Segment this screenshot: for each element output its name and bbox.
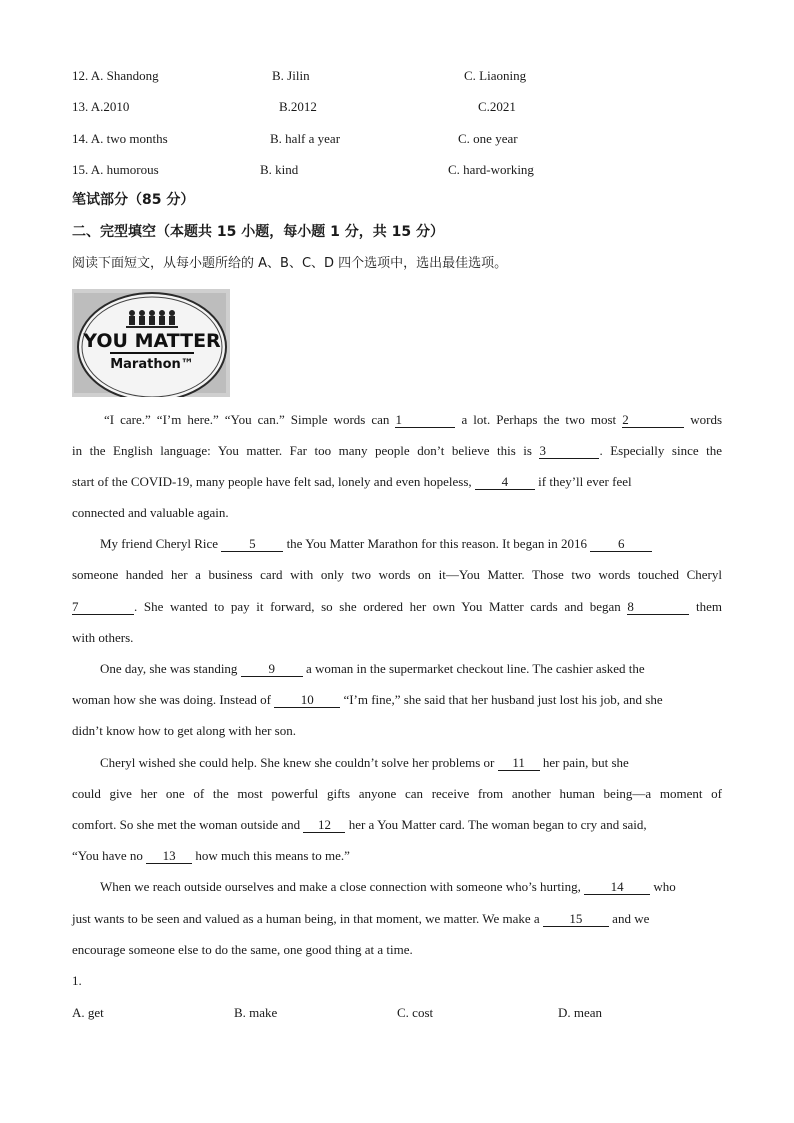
question-options xyxy=(72,1003,722,1023)
passage-line: 7 . She wanted to pay it forward, so she ordered her own You Matter cards and began 8 them xyxy=(72,599,723,614)
option-b: B. half a year xyxy=(270,131,341,146)
passage-line: My friend Cheryl Rice 5 the You Matter Marathon for this reason. It began in 2016 6 xyxy=(100,534,722,554)
passage-line: just wants to be seen and valued as a human being, in that moment, we matter. We make a 15 and we xyxy=(72,911,650,926)
written-section-heading: 笔试部分（85 分） xyxy=(72,192,195,208)
passage-line: Cheryl wished she could help. She knew she couldn’t solve her problems or 11 her pain, but she xyxy=(100,755,629,770)
blank-15[interactable]: 15 xyxy=(543,911,609,927)
option-c[interactable]: C. cost xyxy=(397,1005,434,1020)
you-matter-logo-image xyxy=(72,289,230,397)
blank-13[interactable]: 13 xyxy=(146,848,192,864)
blank-10[interactable]: 10 xyxy=(274,692,340,708)
passage-line: encourage someone else to do the same, one good thing at a time. xyxy=(72,942,413,957)
option-a: 13. A.2010 xyxy=(72,99,130,114)
passage-line: didn’t know how to get along with her son. xyxy=(72,723,296,738)
option-row-12 xyxy=(72,66,722,86)
passage-line: woman how she was doing. Instead of 10 “I’m fine,” she said that her husband just lost his job, and she xyxy=(72,692,663,707)
option-a: 14. A. two months xyxy=(72,131,168,146)
passage-line: One day, she was standing 9 a woman in the supermarket checkout line. The cashier asked the xyxy=(100,661,645,676)
option-a[interactable]: A. get xyxy=(72,1005,104,1020)
option-row-14 xyxy=(72,129,722,149)
passage-line: could give her one of the most powerful gifts anyone can receive from another human being—a moment of xyxy=(72,786,722,801)
passage-line: someone handed her a business card with only two words on it—You Matter. Those two words touched Cheryl xyxy=(72,567,722,582)
question-number: 1. xyxy=(72,973,82,988)
blank-1[interactable]: 1 xyxy=(395,412,455,428)
blank-14[interactable]: 14 xyxy=(584,879,650,895)
option-d[interactable]: D. mean xyxy=(558,1005,603,1020)
logo-graphic xyxy=(72,289,230,397)
option-b: B. Jilin xyxy=(272,68,310,83)
blank-5[interactable]: 5 xyxy=(221,536,283,552)
passage-line: connected and valuable again. xyxy=(72,505,229,520)
option-c: C.2021 xyxy=(478,99,516,114)
option-a: 15. A. humorous xyxy=(72,162,159,177)
option-c: C. Liaoning xyxy=(464,68,527,83)
cloze-section-heading: 二、完型填空（本题共 15 小题，每小题 1 分，共 15 分） xyxy=(72,224,444,240)
blank-7[interactable]: 7 xyxy=(72,599,134,615)
passage-line: “You have no 13 how much this means to me.” xyxy=(72,848,350,863)
passage-line: start of the COVID-19, many people have felt sad, lonely and even hopeless, 4 if they’ll ever feel xyxy=(72,474,632,489)
blank-11[interactable]: 11 xyxy=(498,755,540,771)
option-row-13 xyxy=(72,97,722,117)
passage-line: When we reach outside ourselves and make a close connection with someone who’s hurting, 14 who xyxy=(100,879,676,894)
option-c: C. one year xyxy=(458,131,518,146)
svg-text:Marathon™: Marathon™ xyxy=(110,357,194,372)
passage-line: with others. xyxy=(72,630,134,645)
blank-9[interactable]: 9 xyxy=(241,661,303,677)
option-b: B.2012 xyxy=(279,99,317,114)
blank-6[interactable]: 6 xyxy=(590,536,652,552)
option-c: C. hard-working xyxy=(448,162,534,177)
blank-2[interactable]: 2 xyxy=(622,412,684,428)
svg-text:YOU MATTER: YOU MATTER xyxy=(83,330,221,352)
passage-line: in the English language: You matter. Far too many people don’t believe this is 3 . Especially since the xyxy=(72,443,722,458)
option-row-15 xyxy=(72,160,722,180)
blank-4[interactable]: 4 xyxy=(475,474,535,490)
blank-8[interactable]: 8 xyxy=(627,599,689,615)
blank-12[interactable]: 12 xyxy=(303,817,345,833)
option-a: 12. A. Shandong xyxy=(72,68,159,83)
blank-3[interactable]: 3 xyxy=(539,443,599,459)
option-b[interactable]: B. make xyxy=(234,1005,278,1020)
passage-line: comfort. So she met the woman outside and 12 her a You Matter card. The woman began to cry and said, xyxy=(72,817,647,832)
option-b: B. kind xyxy=(260,162,299,177)
instruction-text: 阅读下面短文，从每小题所给的 A、B、C、D 四个选项中，选出最佳选项。 xyxy=(72,256,508,271)
passage-line: “I care.” “I’m here.” “You can.” Simple words can 1 a lot. Perhaps the two most 2 words xyxy=(104,412,723,427)
